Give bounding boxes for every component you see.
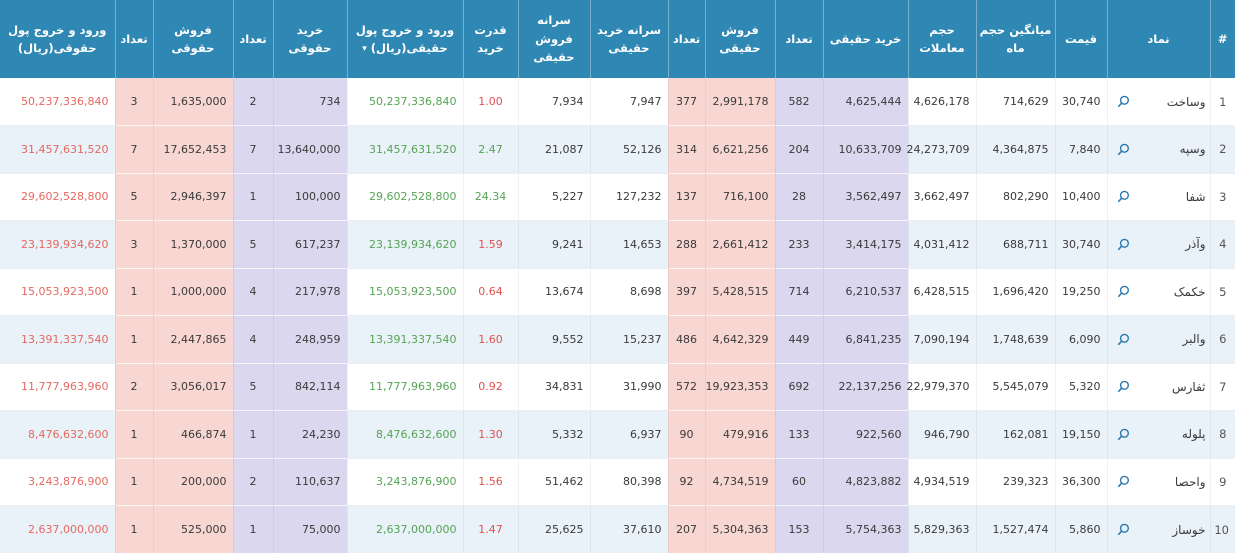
column-header-label: قیمت	[1064, 31, 1098, 46]
cell-legal_buy_count: 1	[233, 173, 273, 221]
column-header-label: فروش حقیقی	[719, 22, 761, 55]
symbol-cell	[1107, 506, 1210, 553]
cell-per_capita_real_buy: 80,398	[590, 458, 668, 506]
cell-real_buy_count: 28	[775, 173, 823, 221]
cell-real_sell: 5,428,515	[705, 268, 775, 316]
cell-row_num: 7	[1210, 363, 1235, 411]
cell-avg_month_volume: 5,545,079	[976, 363, 1055, 411]
cell-per_capita_real_sell: 9,241	[518, 221, 590, 269]
cell-real_buy: 3,562,497	[823, 173, 908, 221]
table-row	[0, 458, 1235, 506]
column-header-label: نماد	[1147, 31, 1170, 46]
cell-per_capita_real_buy: 31,990	[590, 363, 668, 411]
cell-real_buy_count: 582	[775, 78, 823, 126]
table-row	[0, 173, 1235, 221]
symbol-cell	[1107, 363, 1210, 411]
cell-real_sell: 19,923,353	[705, 363, 775, 411]
symbol-link[interactable]: خوساز	[1172, 522, 1206, 537]
cell-price: 36,300	[1055, 458, 1107, 506]
symbol-cell-content	[1108, 474, 1210, 489]
symbol-link[interactable]: ثفارس	[1171, 379, 1206, 394]
cell-legal_sell_count: 1	[115, 268, 153, 316]
symbol-link[interactable]: پلوله	[1181, 427, 1206, 442]
cell-real_sell: 5,304,363	[705, 506, 775, 553]
cell-legal_sell: 2,447,865	[153, 316, 233, 364]
search-icon[interactable]	[1116, 332, 1131, 347]
symbol-link[interactable]: وسپه	[1179, 142, 1206, 157]
cell-legal_sell: 1,000,000	[153, 268, 233, 316]
column-header-label: حجم معاملات	[919, 22, 965, 55]
cell-price: 6,090	[1055, 316, 1107, 364]
cell-per_capita_real_buy: 37,610	[590, 506, 668, 553]
cell-per_capita_real_buy: 6,937	[590, 411, 668, 459]
cell-per_capita_real_sell: 34,831	[518, 363, 590, 411]
column-header-real_buy_count[interactable]	[775, 0, 823, 78]
cell-price: 19,250	[1055, 268, 1107, 316]
cell-per_capita_real_sell: 5,227	[518, 173, 590, 221]
cell-real_sell_count: 207	[668, 506, 705, 553]
cell-row_num: 9	[1210, 458, 1235, 506]
cell-legal_sell: 2,946,397	[153, 173, 233, 221]
search-icon[interactable]	[1116, 522, 1131, 537]
cell-legal_buy: 217,978	[273, 268, 347, 316]
cell-legal_sell_count: 5	[115, 173, 153, 221]
cell-buy_power: 0.92	[463, 363, 518, 411]
column-header-label: تعداد	[672, 31, 701, 46]
column-header-label: قدرت خرید	[474, 22, 507, 55]
cell-price: 30,740	[1055, 221, 1107, 269]
column-header-label: سرانه خرید حقیقی	[596, 22, 662, 55]
cell-real_money_flow: 13,391,337,540	[347, 316, 463, 364]
cell-real_buy: 6,841,235	[823, 316, 908, 364]
column-header-per_capita_real_buy[interactable]	[590, 0, 668, 78]
cell-real_buy: 22,137,256	[823, 363, 908, 411]
table-row	[0, 221, 1235, 269]
cell-legal_money_flow: 29,602,528,800	[0, 173, 115, 221]
cell-trade_volume: 3,662,497	[908, 173, 976, 221]
cell-real_buy: 4,625,444	[823, 78, 908, 126]
cell-real_sell: 479,916	[705, 411, 775, 459]
cell-price: 19,150	[1055, 411, 1107, 459]
cell-real_buy_count: 133	[775, 411, 823, 459]
cell-row_num: 6	[1210, 316, 1235, 364]
cell-price: 10,400	[1055, 173, 1107, 221]
cell-real_buy_count: 233	[775, 221, 823, 269]
table-row	[0, 78, 1235, 126]
symbol-cell-content	[1108, 142, 1210, 157]
search-icon[interactable]	[1116, 474, 1131, 489]
cell-real_money_flow: 23,139,934,620	[347, 221, 463, 269]
cell-per_capita_real_buy: 15,237	[590, 316, 668, 364]
symbol-cell	[1107, 316, 1210, 364]
table-row	[0, 363, 1235, 411]
cell-buy_power: 1.47	[463, 506, 518, 553]
cell-legal_buy_count: 4	[233, 268, 273, 316]
cell-avg_month_volume: 802,290	[976, 173, 1055, 221]
cell-real_money_flow: 15,053,923,500	[347, 268, 463, 316]
symbol-link[interactable]: واحصا	[1174, 474, 1206, 489]
cell-legal_money_flow: 50,237,336,840	[21, 95, 109, 108]
column-header-label: ورود و خروج پول حقیقی(ریال)	[355, 22, 455, 55]
search-icon[interactable]	[1116, 189, 1131, 204]
table-row	[0, 316, 1235, 364]
cell-per_capita_real_buy: 7,947	[590, 78, 668, 126]
table-row	[0, 268, 1235, 316]
column-header-row_num[interactable]	[1210, 0, 1235, 78]
table-body	[0, 78, 1235, 553]
cell-per_capita_real_sell: 21,087	[518, 126, 590, 174]
symbol-cell	[1107, 221, 1210, 269]
cell-trade_volume: 22,979,370	[908, 363, 976, 411]
cell-real_money_flow: 29,602,528,800	[347, 173, 463, 221]
cell-legal_sell: 1,635,000	[153, 78, 233, 126]
column-header-price[interactable]	[1055, 0, 1107, 78]
symbol-cell-content	[1108, 427, 1210, 442]
table-row	[0, 411, 1235, 459]
cell-avg_month_volume: 1,527,474	[976, 506, 1055, 553]
cell-buy_power: 0.64	[463, 268, 518, 316]
column-header-label: تعداد	[785, 31, 813, 46]
cell-buy_power: 1.56	[463, 458, 518, 506]
cell-row_num: 1	[1210, 78, 1235, 126]
cell-legal_buy: 110,637	[273, 458, 347, 506]
cell-avg_month_volume: 1,696,420	[976, 268, 1055, 316]
cell-real_buy_count: 449	[775, 316, 823, 364]
cell-real_sell: 4,734,519	[705, 458, 775, 506]
table-row	[0, 506, 1235, 553]
column-header-trade_volume[interactable]	[908, 0, 976, 78]
cell-per_capita_real_buy: 127,232	[590, 173, 668, 221]
cell-per_capita_real_sell: 5,332	[518, 411, 590, 459]
cell-legal_buy_count: 7	[233, 126, 273, 174]
symbol-link[interactable]: خکمک	[1173, 284, 1206, 299]
cell-real_buy_count: 60	[775, 458, 823, 506]
cell-legal_money_flow: 11,777,963,960	[0, 363, 115, 411]
table-row	[0, 126, 1235, 174]
cell-real_money_flow: 31,457,631,520	[347, 126, 463, 174]
search-icon[interactable]	[1116, 237, 1131, 252]
cell-real_money_flow: 50,237,336,840	[347, 78, 463, 126]
cell-legal_money_flow: 23,139,934,620	[0, 221, 115, 269]
column-header-label: فروش حقوقی	[171, 22, 215, 55]
search-icon[interactable]	[1116, 142, 1131, 157]
symbol-cell	[1107, 126, 1210, 174]
cell-per_capita_real_sell: 7,934	[518, 78, 590, 126]
cell-buy_power: 1.30	[463, 411, 518, 459]
cell-trade_volume: 946,790	[908, 411, 976, 459]
cell-trade_volume: 6,428,515	[908, 268, 976, 316]
column-header-legal_sell[interactable]	[153, 0, 233, 78]
cell-avg_month_volume: 714,629	[976, 78, 1055, 126]
cell-legal_buy: 24,230	[273, 411, 347, 459]
cell-real_sell_count: 572	[668, 363, 705, 411]
symbol-cell-content	[1108, 379, 1210, 394]
search-icon[interactable]	[1116, 284, 1131, 299]
cell-trade_volume: 5,829,363	[908, 506, 976, 553]
cell-per_capita_real_sell: 9,552	[518, 316, 590, 364]
cell-real_buy_count: 692	[775, 363, 823, 411]
cell-legal_buy: 13,640,000	[273, 126, 347, 174]
cell-real_sell_count: 377	[668, 78, 705, 126]
cell-per_capita_real_sell: 13,674	[518, 268, 590, 316]
cell-row_num: 2	[1210, 126, 1235, 174]
cell-price: 7,840	[1055, 126, 1107, 174]
cell-real_money_flow: 2,637,000,000	[347, 506, 463, 553]
cell-trade_volume: 4,031,412	[908, 221, 976, 269]
cell-legal_money_flow: 13,391,337,540	[0, 316, 115, 364]
column-header-label: ورود و خروج پول حقوقی(ریال)	[8, 22, 107, 55]
symbol-cell-content	[1108, 237, 1210, 252]
column-header-label: تعداد	[120, 31, 148, 46]
cell-real_sell_count: 92	[668, 458, 705, 506]
cell-avg_month_volume: 1,748,639	[976, 316, 1055, 364]
cell-real_buy: 3,414,175	[823, 221, 908, 269]
column-header-real_sell[interactable]	[705, 0, 775, 78]
cell-legal_buy: 248,959	[273, 316, 347, 364]
cell-trade_volume: 7,090,194	[908, 316, 976, 364]
cell-real_sell_count: 90	[668, 411, 705, 459]
cell-real_money_flow: 3,243,876,900	[347, 458, 463, 506]
cell-price: 5,320	[1055, 363, 1107, 411]
cell-real_sell_count: 137	[668, 173, 705, 221]
cell-row_num: 10	[1210, 506, 1235, 553]
symbol-cell	[1107, 458, 1210, 506]
table-header	[0, 0, 1235, 78]
cell-legal_buy_count: 2	[233, 78, 273, 126]
cell-real_sell_count: 397	[668, 268, 705, 316]
cell-row_num: 8	[1210, 411, 1235, 459]
cell-real_buy_count: 204	[775, 126, 823, 174]
column-header-legal_buy[interactable]	[273, 0, 347, 78]
cell-row_num: 4	[1210, 221, 1235, 269]
cell-legal_buy_count: 1	[233, 411, 273, 459]
column-header-label: سرانه فروش حقیقی	[533, 13, 575, 65]
cell-trade_volume: 4,626,178	[908, 78, 976, 126]
cell-buy_power: 24.34	[463, 173, 518, 221]
sort-desc-icon: ▾	[362, 44, 367, 54]
cell-buy_power: 1.59	[463, 221, 518, 269]
header-row	[0, 0, 1235, 78]
symbol-link[interactable]: شفا	[1185, 189, 1206, 204]
cell-legal_money_flow: 2,637,000,000	[0, 506, 115, 553]
cell-legal_buy: 100,000	[273, 173, 347, 221]
cell-legal_buy: 75,000	[273, 506, 347, 553]
cell-row_num: 5	[1210, 268, 1235, 316]
cell-avg_month_volume: 4,364,875	[976, 126, 1055, 174]
cell-real_sell: 4,642,329	[705, 316, 775, 364]
cell-price: 30,740	[1055, 78, 1107, 126]
cell-legal_sell_count: 7	[115, 126, 153, 174]
cell-legal_sell_count: 1	[115, 506, 153, 553]
cell-real_buy: 5,754,363	[823, 506, 908, 553]
cell-per_capita_real_sell: 51,462	[518, 458, 590, 506]
cell-trade_volume: 4,934,519	[908, 458, 976, 506]
cell-buy_power: 2.47	[463, 126, 518, 174]
cell-real_money_flow: 8,476,632,600	[347, 411, 463, 459]
cell-real_money_flow: 11,777,963,960	[347, 363, 463, 411]
cell-legal_buy_count: 5	[233, 363, 273, 411]
symbol-cell-content	[1108, 189, 1210, 204]
cell-legal_sell: 3,056,017	[153, 363, 233, 411]
symbol-cell-content	[1108, 522, 1210, 537]
cell-real_buy_count: 714	[775, 268, 823, 316]
cell-legal_sell_count: 1	[115, 411, 153, 459]
column-header-label: #	[1217, 31, 1228, 46]
column-header-label: تعداد	[239, 31, 267, 46]
column-header-label: خرید حقیقی	[829, 31, 902, 46]
cell-legal_sell_count: 3	[115, 221, 153, 269]
symbol-cell-content	[1108, 284, 1210, 299]
cell-price: 5,860	[1055, 506, 1107, 553]
symbol-cell	[1107, 268, 1210, 316]
cell-real_buy: 6,210,537	[823, 268, 908, 316]
column-header-label: خرید حقوقی	[288, 22, 332, 55]
column-header-real_sell_count[interactable]	[668, 0, 705, 78]
cell-avg_month_volume: 239,323	[976, 458, 1055, 506]
cell-legal_sell_count: 1	[115, 458, 153, 506]
cell-legal_sell: 17,652,453	[153, 126, 233, 174]
cell-legal_sell: 525,000	[153, 506, 233, 553]
symbol-cell-content	[1108, 94, 1210, 109]
cell-legal_sell_count: 1	[115, 316, 153, 364]
cell-legal_buy_count: 4	[233, 316, 273, 364]
column-header-per_capita_real_sell[interactable]	[518, 0, 590, 78]
cell-real_sell_count: 314	[668, 126, 705, 174]
cell-legal_buy_count: 2	[233, 458, 273, 506]
cell-real_sell_count: 486	[668, 316, 705, 364]
cell-row_num: 3	[1210, 173, 1235, 221]
cell-real_buy: 4,823,882	[823, 458, 908, 506]
cell-legal_sell: 1,370,000	[153, 221, 233, 269]
column-header-legal_sell_count[interactable]	[115, 0, 153, 78]
symbol-cell	[1107, 173, 1210, 221]
cell-legal_money_flow: 15,053,923,500	[0, 268, 115, 316]
symbol-link[interactable]: وساخت	[1166, 94, 1206, 109]
column-header-label: میانگین حجم ماه	[979, 22, 1052, 55]
cell-legal_buy_count: 5	[233, 221, 273, 269]
cell-buy_power: 1.00	[463, 78, 518, 126]
cell-real_sell: 716,100	[705, 173, 775, 221]
cell-real_sell: 6,621,256	[705, 126, 775, 174]
cell-real_sell: 2,661,412	[705, 221, 775, 269]
cell-legal_money_flow: 8,476,632,600	[0, 411, 115, 459]
symbol-cell	[1107, 411, 1210, 459]
cell-legal_sell: 200,000	[153, 458, 233, 506]
column-header-real_buy[interactable]	[823, 0, 908, 78]
cell-legal_buy: 734	[273, 78, 347, 126]
cell-legal_buy_count: 1	[233, 506, 273, 553]
column-header-legal_money_flow[interactable]	[0, 0, 115, 78]
symbol-link[interactable]: والبر	[1182, 332, 1206, 347]
column-header-real_money_flow[interactable]	[347, 0, 463, 78]
cell-legal_money_flow: 31,457,631,520	[0, 126, 115, 174]
cell-legal_sell_count: 3	[115, 78, 153, 126]
cell-per_capita_real_buy: 52,126	[590, 126, 668, 174]
cell-legal_buy: 617,237	[273, 221, 347, 269]
search-icon[interactable]	[1116, 94, 1131, 109]
cell-legal_sell: 466,874	[153, 411, 233, 459]
search-icon[interactable]	[1116, 379, 1131, 394]
cell-trade_volume: 24,273,709	[908, 126, 976, 174]
symbol-cell-content	[1108, 332, 1210, 347]
cell-per_capita_real_buy: 14,653	[590, 221, 668, 269]
cell-real_sell_count: 288	[668, 221, 705, 269]
cell-legal_sell_count: 2	[115, 363, 153, 411]
cell-per_capita_real_sell: 25,625	[518, 506, 590, 553]
cell-real_buy: 922,560	[823, 411, 908, 459]
column-header-buy_power[interactable]	[463, 0, 518, 78]
symbol-link[interactable]: وآذر	[1185, 237, 1206, 252]
column-header-legal_buy_count[interactable]	[233, 0, 273, 78]
cell-real_sell: 2,991,178	[705, 78, 775, 126]
cell-avg_month_volume: 162,081	[976, 411, 1055, 459]
column-header-symbol[interactable]	[1107, 0, 1210, 78]
search-icon[interactable]	[1116, 427, 1131, 442]
cell-buy_power: 1.60	[463, 316, 518, 364]
cell-legal_buy: 842,114	[273, 363, 347, 411]
cell-real_buy: 10,633,709	[823, 126, 908, 174]
cell-legal_money_flow: 3,243,876,900	[0, 458, 115, 506]
cell-real_buy_count: 153	[775, 506, 823, 553]
symbol-cell	[1107, 78, 1210, 126]
cell-avg_month_volume: 688,711	[976, 221, 1055, 269]
column-header-avg_month_volume[interactable]	[976, 0, 1055, 78]
cell-per_capita_real_buy: 8,698	[590, 268, 668, 316]
